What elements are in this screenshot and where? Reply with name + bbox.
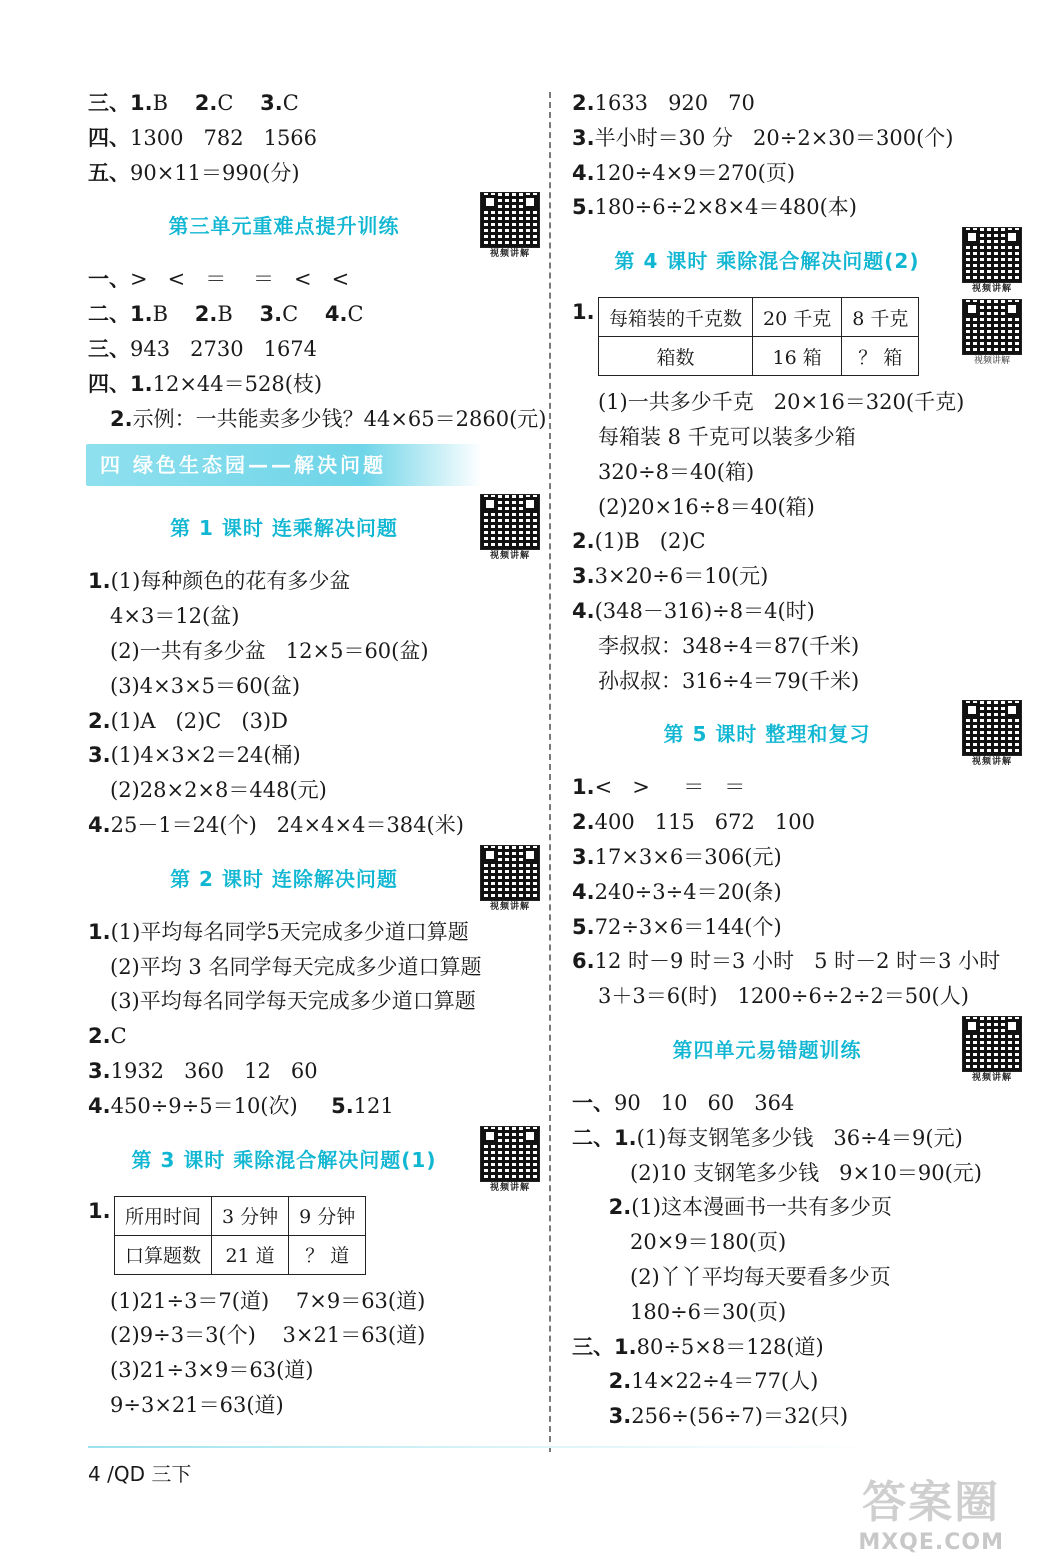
answer-line	[88, 156, 540, 191]
answer-text: (3)平均每名同学每天完成多少道口算题	[110, 989, 476, 1014]
item-number: 一、	[88, 267, 130, 292]
qr-code-icon	[480, 192, 540, 248]
answer-line	[88, 808, 540, 843]
answer-text: 1633 920 70	[594, 91, 755, 115]
answer-text: (2)20×16÷8＝40(箱)	[598, 494, 815, 519]
answer-text: (1)这本漫画书一共有多少页	[631, 1195, 892, 1220]
answer-text: 400 115 672 100	[594, 810, 816, 835]
table-cell: 16 箱	[753, 337, 842, 376]
answer-line	[572, 979, 1022, 1014]
item-number: 2.	[88, 1024, 111, 1049]
answer-text: (3)21÷3×9＝63(道)	[110, 1358, 314, 1383]
answer-line	[88, 704, 540, 739]
answer-line	[572, 1260, 1022, 1295]
answer-text: (1)21÷3＝7(道) 7×9＝63(道)	[110, 1288, 426, 1313]
qr-code-icon	[962, 1016, 1022, 1072]
item-number: 3.	[88, 743, 111, 768]
answer-text: (348－316)÷8＝4(时)	[594, 598, 815, 623]
answer-text: > < ＝ ＝ < <	[130, 267, 350, 292]
section-title: 第四单元易错题训练	[672, 1037, 862, 1062]
answer-text: 240÷3÷4＝20(条)	[594, 879, 782, 904]
section-heading	[88, 1124, 540, 1196]
item-number: 3.	[572, 125, 595, 150]
answer-text: 1932 360 12 60	[110, 1058, 318, 1083]
answer-line	[88, 738, 540, 773]
item-number: 1.	[88, 569, 111, 594]
answer-line	[572, 559, 1022, 594]
item-number: 2.	[572, 529, 595, 554]
qr-code[interactable]	[480, 494, 540, 563]
answer-text: 每箱装 8 千克可以装多少箱	[598, 424, 856, 449]
table-cell: 每箱装的千克数	[599, 298, 753, 337]
answer-line	[88, 1353, 540, 1388]
item-number: 4.	[324, 302, 348, 327]
table-cell: 21 道	[212, 1235, 289, 1274]
answer-line	[572, 1121, 1022, 1156]
answer-text: (1)A (2)C (3)D	[110, 708, 288, 733]
answer-line	[88, 599, 540, 634]
answer-text: (2)10 支钢笔多少钱 9×10＝90(元)	[630, 1160, 982, 1185]
qr-code[interactable]	[480, 845, 540, 914]
qr-caption: 视频讲解	[489, 551, 530, 562]
answer-text: 李叔叔：348÷4＝87(千米)	[598, 633, 860, 658]
answer-text: 半小时＝30 分 20÷2×30＝300(个)	[594, 125, 954, 150]
section-heading	[572, 1014, 1022, 1086]
table-cell: 3 分钟	[212, 1196, 289, 1235]
item-number: 3.	[259, 302, 283, 327]
section-title: 第 2 课时 连除解决问题	[170, 866, 398, 891]
qr-caption: 视频讲解	[489, 901, 530, 912]
answer-line	[572, 840, 1022, 875]
answer-line	[572, 524, 1022, 559]
qr-caption: 视频讲解	[971, 1072, 1012, 1083]
answer-text: 450÷9÷5＝10(次)	[110, 1093, 332, 1118]
answer-line	[572, 1225, 1022, 1260]
footer-rule	[88, 1446, 878, 1448]
answer-line	[572, 875, 1022, 910]
answer-text: 256÷(56÷7)＝32(只)	[631, 1404, 849, 1429]
item-number: 2.	[572, 91, 595, 115]
answer-text: (2)9÷3＝3(个) 3×21＝63(道)	[110, 1323, 426, 1348]
answer-line	[88, 1054, 540, 1089]
answer-line	[572, 385, 1022, 420]
qr-code[interactable]	[962, 1016, 1022, 1085]
item-number: 1.	[88, 919, 111, 944]
item-number: 三、1.	[572, 1334, 637, 1359]
answer-line	[572, 1295, 1022, 1330]
item-number: 2.	[594, 1369, 632, 1394]
item-number: 二、1.	[88, 302, 153, 327]
answer-text: C	[217, 91, 261, 115]
table-cell: ？ 道	[289, 1235, 366, 1274]
answer-text: 1300 782 1566	[130, 125, 318, 150]
answer-line	[572, 190, 1022, 225]
answer-text: 121	[353, 1093, 394, 1118]
answer-text: (1)平均每名同学5天完成多少道口算题	[110, 919, 469, 944]
answer-text: 320÷8＝40(箱)	[598, 459, 755, 484]
answer-text: 72÷3×6＝144(个)	[594, 914, 782, 939]
table-row	[599, 298, 919, 337]
item-number: 2.	[110, 406, 133, 431]
qr-code-icon	[962, 299, 1022, 355]
answer-line	[88, 1019, 540, 1054]
table-cell: ？ 箱	[842, 337, 919, 376]
section-heading	[572, 698, 1022, 770]
qr-code[interactable]	[962, 299, 1022, 368]
answer-text: (1)4×3×2＝24(桶)	[110, 743, 301, 768]
item-number: 三、1.	[88, 91, 153, 115]
qr-code[interactable]	[962, 227, 1022, 296]
table-question	[572, 297, 1022, 385]
qr-code-icon	[480, 1126, 540, 1182]
answer-text: 示例：一共能卖多少钱？44×65＝2860(元)	[132, 406, 547, 431]
answer-line	[572, 1156, 1022, 1191]
answer-text: 90×11＝990(分)	[130, 160, 300, 185]
answer-line	[572, 1399, 1022, 1434]
table-question	[88, 1196, 540, 1284]
qr-code-icon	[480, 494, 540, 550]
answer-line	[88, 564, 540, 599]
item-number: 2.	[194, 302, 218, 327]
answer-line	[572, 1190, 1022, 1225]
item-number: 4.	[572, 598, 595, 623]
item-number: 3.	[594, 1404, 632, 1429]
item-number: 4.	[88, 1093, 111, 1118]
section-title: 第 4 课时 乘除混合解决问题(2)	[614, 249, 920, 274]
answer-line	[88, 1388, 540, 1423]
table-cell: 箱数	[599, 337, 753, 376]
item-number: 2.	[572, 810, 595, 835]
item-number: 五、	[88, 160, 130, 185]
item-number: 四、	[88, 125, 130, 150]
qr-caption: 视频讲解	[971, 284, 1012, 295]
answer-text: 3＋3＝6(时) 1200÷6÷2÷2＝50(人)	[598, 984, 969, 1009]
answer-text: B	[152, 91, 195, 115]
answer-line	[572, 944, 1022, 979]
table-cell: 口算题数	[115, 1235, 212, 1274]
item-number: 4.	[88, 812, 111, 837]
answer-text: 120÷4×9＝270(页)	[594, 160, 796, 185]
table-row	[115, 1196, 366, 1235]
qr-code-icon	[962, 227, 1022, 283]
qr-code[interactable]	[480, 192, 540, 261]
answer-text: 180÷6÷2×8×4＝480(本)	[594, 195, 857, 220]
section-title: 第 5 课时 整理和复习	[663, 722, 871, 747]
answer-text: (1)每支钢笔多少钱 36÷4＝9(元)	[636, 1125, 963, 1150]
answer-line	[572, 121, 1022, 156]
answer-text: 25－1＝24(个) 24×4×4＝384(米)	[110, 812, 464, 837]
answer-line	[572, 910, 1022, 945]
answer-line	[572, 805, 1022, 840]
answer-text: 孙叔叔：316÷4＝79(千米)	[598, 668, 860, 693]
answer-text: C	[282, 302, 325, 327]
answer-line	[88, 634, 540, 669]
qr-code-icon	[480, 845, 540, 901]
answer-line	[572, 664, 1022, 699]
answer-text: B	[152, 302, 195, 327]
answer-line	[88, 1089, 540, 1124]
answer-line	[88, 121, 540, 156]
item-number: 6.	[572, 949, 595, 974]
section-heading	[88, 190, 540, 262]
answer-text: < > ＝ ＝	[594, 775, 746, 800]
page-footer: 4 /QD 三下	[88, 1462, 192, 1486]
section-heading	[88, 843, 540, 915]
answer-text: 3×20÷6＝10(元)	[594, 564, 769, 589]
item-number: 四、1.	[88, 371, 153, 396]
answer-line	[88, 1284, 540, 1319]
table-cell: 8 千克	[842, 298, 919, 337]
table-cell: 20 千克	[753, 298, 842, 337]
item-number: 三、	[88, 336, 130, 361]
item-number: 1.	[88, 1198, 111, 1223]
qr-caption: 视频讲解	[971, 757, 1012, 768]
answer-line	[572, 455, 1022, 490]
answer-text: (3)4×3×5＝60(盆)	[110, 673, 301, 698]
answer-text: 17×3×6＝306(元)	[594, 844, 782, 869]
section-title: 第 1 课时 连乘解决问题	[170, 516, 398, 541]
answer-line	[88, 367, 540, 402]
table-row	[599, 337, 919, 376]
item-number: 4.	[572, 879, 595, 904]
answer-text: 4×3＝12(盆)	[110, 604, 240, 629]
answer-line	[572, 490, 1022, 525]
item-number: 2.	[88, 708, 111, 733]
table-cell: 所用时间	[115, 1196, 212, 1235]
section-title: 第 3 课时 乘除混合解决问题(1)	[131, 1147, 437, 1172]
answer-text: 80÷5×8＝128(道)	[636, 1334, 824, 1359]
item-number: 5.	[572, 195, 595, 220]
answer-line	[572, 594, 1022, 629]
answer-text: C	[282, 91, 299, 115]
answer-line	[572, 1086, 1022, 1121]
answer-text: C	[347, 302, 364, 327]
answer-line	[88, 773, 540, 808]
answer-line	[572, 1330, 1022, 1365]
item-number: 一、	[572, 1090, 614, 1115]
watermark-text: 答案圈	[862, 1477, 1001, 1528]
item-number: 3.	[572, 564, 595, 589]
section-heading	[572, 225, 1022, 297]
answer-text: (2)一共有多少盆 12×5＝60(盆)	[110, 638, 429, 663]
column-divider	[549, 92, 551, 1452]
table-row	[115, 1235, 366, 1274]
answer-line	[88, 262, 540, 297]
item-number: 3.	[88, 1058, 111, 1083]
qr-code-icon	[962, 700, 1022, 756]
data-table	[114, 1196, 366, 1275]
answer-text: 90 10 60 364	[614, 1090, 795, 1115]
answer-line	[88, 86, 540, 121]
data-table	[598, 297, 919, 376]
item-number: 3.	[572, 844, 595, 869]
qr-code[interactable]	[480, 1126, 540, 1195]
answer-text: (1)一共多少千克 20×16＝320(千克)	[598, 390, 965, 415]
answer-text: (2)丫丫平均每天要看多少页	[630, 1264, 891, 1289]
answer-line	[88, 669, 540, 704]
watermark-logo	[858, 1466, 1004, 1555]
item-number: 二、1.	[572, 1125, 637, 1150]
section-heading	[88, 492, 540, 564]
item-number: 4.	[572, 160, 595, 185]
item-number: 1.	[572, 300, 595, 325]
answer-line	[88, 950, 540, 985]
item-number: 2.	[194, 91, 218, 115]
left-column	[88, 86, 547, 1423]
answer-text: B	[217, 302, 260, 327]
item-number: 5.	[572, 914, 595, 939]
qr-caption: 视频讲解	[973, 356, 1010, 367]
answer-text: (1)每种颜色的花有多少盆	[110, 569, 351, 594]
answer-line	[572, 629, 1022, 664]
item-number: 5.	[331, 1093, 354, 1118]
answer-line	[88, 984, 540, 1019]
answer-text: 12×44＝528(枝)	[152, 371, 323, 396]
answer-line	[572, 156, 1022, 191]
answer-text: C	[110, 1024, 127, 1049]
answer-line	[88, 1318, 540, 1353]
answer-line	[572, 1364, 1022, 1399]
answer-line	[88, 297, 540, 332]
answer-text: 9÷3×21＝63(道)	[110, 1392, 284, 1417]
item-number: 2.	[594, 1195, 632, 1220]
answer-text: 943 2730 1674	[130, 336, 318, 361]
qr-code[interactable]	[962, 700, 1022, 769]
answer-line	[88, 402, 547, 437]
answer-line	[572, 770, 1022, 805]
answer-text: (2)28×2×8＝448(元)	[110, 778, 327, 803]
answer-text: 14×22÷4＝77(人)	[631, 1369, 819, 1394]
answer-line	[572, 420, 1022, 455]
answer-text: (2)平均 3 名同学每天完成多少道口算题	[110, 954, 482, 979]
answer-text: (1)B (2)C	[594, 529, 706, 554]
right-column	[572, 86, 1022, 1434]
table-cell: 9 分钟	[289, 1196, 366, 1235]
item-number: 1.	[572, 775, 595, 800]
answer-text: 180÷6＝30(页)	[630, 1299, 787, 1324]
answer-text: 12 时－9 时＝3 小时 5 时－2 时＝3 小时	[594, 949, 1001, 974]
unit-banner: 四 绿色生态园——解决问题	[86, 444, 482, 486]
watermark-url: MXQE.COM	[858, 1530, 1004, 1555]
qr-caption: 视频讲解	[489, 249, 530, 260]
answer-line	[88, 332, 540, 367]
item-number: 3.	[260, 91, 283, 115]
answer-line	[88, 915, 540, 950]
answer-text: 20×9＝180(页)	[630, 1230, 787, 1255]
answer-line	[572, 86, 1022, 121]
qr-caption: 视频讲解	[489, 1182, 530, 1193]
section-title: 第三单元重难点提升训练	[168, 214, 400, 239]
